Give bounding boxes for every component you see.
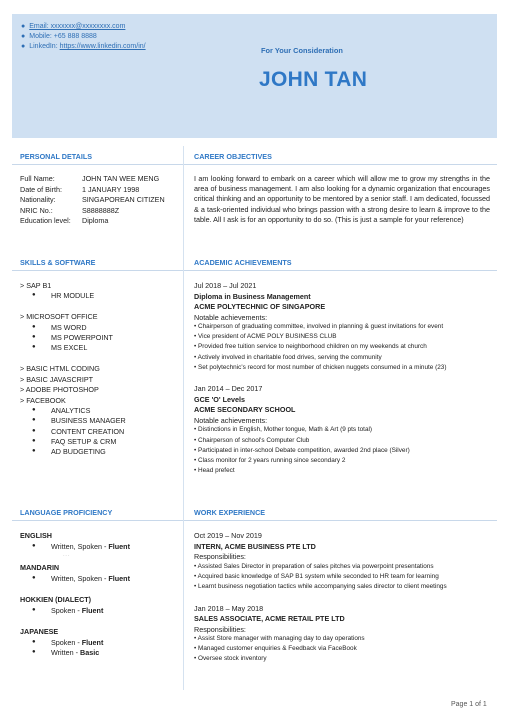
language-level bbox=[20, 574, 130, 585]
achievement-text: Actively involved in charitable food drives, serving the community bbox=[197, 353, 382, 361]
detail-label: NRIC No.: bbox=[20, 205, 53, 215]
skill-item-label: MS WORD bbox=[51, 322, 87, 332]
achievement-text: Head prefect bbox=[198, 467, 235, 475]
section-title-work: WORK EXPERIENCE bbox=[194, 508, 266, 517]
section-divider bbox=[12, 164, 497, 165]
level-text: Spoken - bbox=[51, 637, 80, 647]
academic-course: Diploma in Business Management bbox=[194, 291, 311, 301]
skill-item bbox=[20, 427, 126, 437]
list-item: • Assisted Sales Director in preparation of sales pitches via powerpoint presentations bbox=[194, 562, 434, 570]
academic-school: ACME POLYTECHNIC OF SINGAPORE bbox=[194, 302, 326, 311]
section-divider bbox=[12, 270, 497, 271]
skill-item-label: AD BUDGETING bbox=[51, 447, 106, 457]
career-objective-text: I am looking forward to embark on a career which will allow me to grow my strengths in the area of business management. I am also looking for a dynamic organization that encourages critical thinking and an opportunity to be mentored by a senior staff. I am dedicated, focussed & a task-oriented individual who brings passion with a strong desire to learn & improve to the table. All I ask is for an opportunity to do so. (This is just a sample for your reference) bbox=[194, 174, 490, 224]
detail-label: Full Name: bbox=[20, 174, 55, 183]
work-date: Oct 2019 – Nov 2019 bbox=[194, 531, 262, 540]
language-level bbox=[20, 606, 130, 617]
language-level bbox=[20, 542, 130, 553]
consideration-text: For Your Consideration bbox=[261, 46, 343, 55]
achievement-text: Set polytechnic's record for most number of chicken nuggets consumed in a minute (23) bbox=[198, 363, 447, 371]
level-text: Written - bbox=[51, 648, 79, 657]
skill-group: > FACEBOOK bbox=[20, 395, 66, 405]
skill-item bbox=[20, 323, 126, 333]
list-item: • Learnt business negotiation tactics while accompanying sales director to client meetings bbox=[194, 582, 447, 590]
responsibility-text: Assisted Sales Director in preparation of sales pitches via powerpoint presentations bbox=[197, 562, 434, 570]
list-item: • Actively involved in charitable food drives, serving the community bbox=[194, 353, 382, 361]
detail-label: Nationality: bbox=[20, 195, 56, 204]
achievements-label: Notable achievements: bbox=[194, 415, 268, 425]
bullet-icon: ● bbox=[32, 574, 36, 581]
bullet-icon: ● bbox=[32, 606, 36, 613]
language-list bbox=[20, 531, 130, 659]
list-item: • Distinctions in English, Mother tongue, Math & Art (9 pts total) bbox=[194, 426, 373, 434]
bullet-icon: ● bbox=[32, 292, 36, 299]
bullet-icon: ● bbox=[32, 542, 36, 549]
faint-mark: - - - bbox=[63, 552, 70, 557]
detail-row bbox=[20, 185, 165, 196]
linkedin-label: LinkedIn: bbox=[29, 43, 58, 51]
personal-details bbox=[20, 174, 165, 227]
mobile-text: Mobile: +65 888 8888 bbox=[29, 33, 97, 41]
skill-group: > SAP B1 bbox=[20, 281, 52, 290]
responsibilities-label: Responsibilities: bbox=[194, 552, 246, 561]
achievements-label: Notable achievements: bbox=[194, 312, 268, 322]
skill-item bbox=[20, 333, 126, 343]
academic-course: GCE 'O' Levels bbox=[194, 394, 245, 404]
work-date: Jan 2018 – May 2018 bbox=[194, 603, 264, 613]
bullet-icon: ● bbox=[32, 427, 36, 434]
achievement-text: Vice president of ACME POLY BUSINESS CLUB bbox=[198, 333, 337, 341]
bullet-icon: ● bbox=[21, 43, 26, 51]
bullet-icon: ● bbox=[32, 417, 36, 424]
responsibilities-label: Responsibilities: bbox=[194, 624, 246, 634]
academic-school: ACME SECONDARY SCHOOL bbox=[194, 405, 296, 415]
work-title: SALES ASSOCIATE, ACME RETAIL PTE LTD bbox=[194, 614, 345, 624]
bullet-icon: ● bbox=[21, 33, 26, 41]
linkedin-link[interactable]: https://www.linkedin.com/in/ bbox=[59, 43, 146, 51]
skill-group: > MICROSOFT OFFICE bbox=[20, 312, 98, 322]
page-number: Page 1 of 1 bbox=[451, 701, 487, 708]
language-name: JAPANESE bbox=[20, 627, 59, 636]
level-strength: Basic bbox=[80, 648, 100, 657]
language-name: HOKKIEN (DIALECT) bbox=[20, 595, 92, 604]
email-link[interactable]: Email: xxxxxxx@xxxxxxxx.com bbox=[29, 23, 126, 30]
detail-value: 1 JANUARY 1998 bbox=[82, 184, 140, 194]
list-item: • Oversee stock inventory bbox=[194, 655, 267, 663]
detail-row bbox=[20, 216, 165, 227]
skills-list bbox=[20, 281, 126, 458]
skill-item bbox=[20, 406, 126, 416]
level-strength: Fluent bbox=[108, 573, 130, 583]
detail-value: JOHN TAN WEE MENG bbox=[82, 174, 160, 183]
skill-item bbox=[20, 416, 126, 426]
detail-label: Education level: bbox=[20, 216, 71, 225]
detail-label: Date of Birth: bbox=[20, 184, 62, 194]
responsibility-text: Learnt business negotiation tactics while accompanying sales director to client meetings bbox=[198, 582, 447, 590]
achievement-text: Participated in inter-school Debate competition, awarded 2nd place (Silver) bbox=[198, 446, 410, 454]
bullet-icon: ● bbox=[21, 23, 26, 30]
bullet-icon: ● bbox=[32, 649, 36, 655]
skill-item-label: ANALYTICS bbox=[51, 405, 91, 415]
work-title: INTERN, ACME BUSINESS PTE LTD bbox=[194, 541, 316, 551]
skill-item bbox=[20, 291, 126, 301]
detail-row bbox=[20, 174, 165, 185]
skill-item bbox=[20, 437, 126, 447]
achievement-text: Class monitor for 2 years running since secondary 2 bbox=[198, 457, 346, 464]
skill-item-label: MS POWERPOINT bbox=[51, 333, 113, 343]
list-item: • Provided free tuition service to neighborhood children on my weekends at church bbox=[194, 343, 427, 351]
detail-row bbox=[20, 206, 165, 217]
list-item: • Acquired basic knowledge of SAP B1 system while seconded to HR team for learning bbox=[194, 572, 439, 580]
bullet-icon: ● bbox=[32, 438, 36, 445]
detail-row bbox=[20, 195, 165, 206]
section-title-career: CAREER OBJECTIVES bbox=[194, 152, 272, 161]
language-level bbox=[20, 638, 130, 649]
section-divider bbox=[12, 520, 497, 521]
contact-email[interactable] bbox=[21, 22, 146, 32]
skill-item-label: HR MODULE bbox=[51, 291, 95, 301]
detail-value: S8888888Z bbox=[82, 205, 120, 215]
academic-date: Jul 2018 – Jul 2021 bbox=[194, 281, 257, 290]
skill-item bbox=[20, 447, 126, 457]
contact-mobile bbox=[21, 32, 146, 42]
list-item: • Head prefect bbox=[194, 467, 235, 475]
work-list bbox=[194, 531, 494, 666]
achievement-text: Distinctions in English, Mother tongue, Math & Art (9 pts total) bbox=[198, 426, 373, 434]
language-level bbox=[20, 648, 130, 659]
skill-group: > BASIC HTML CODING bbox=[20, 364, 100, 374]
detail-value: Diploma bbox=[82, 216, 109, 225]
list-item: • Vice president of ACME POLY BUSINESS CLUB bbox=[194, 333, 337, 341]
bullet-icon: ● bbox=[32, 448, 36, 455]
bullet-icon: ● bbox=[32, 344, 36, 351]
skill-group: > BASIC JAVASCRIPT bbox=[20, 374, 94, 384]
level-text: Written, Spoken - bbox=[51, 541, 107, 551]
bullet-icon: ● bbox=[32, 638, 36, 645]
responsibility-text: Managed customer enquiries & Feedback via FaceBook bbox=[198, 645, 357, 653]
list-item: • Managed customer enquiries & Feedback via FaceBook bbox=[194, 645, 357, 653]
detail-value: SINGAPOREAN CITIZEN bbox=[82, 195, 165, 204]
level-text: Spoken - bbox=[51, 605, 80, 615]
responsibility-text: Oversee stock inventory bbox=[198, 655, 267, 663]
skill-item-label: FAQ SETUP & CRM bbox=[51, 437, 117, 447]
skill-item-label: BUSINESS MANAGER bbox=[51, 416, 126, 426]
bullet-icon: ● bbox=[32, 334, 36, 341]
skill-group: > ADOBE PHOTOSHOP bbox=[20, 385, 99, 395]
contact-linkedin bbox=[21, 42, 146, 52]
contact-list bbox=[21, 22, 146, 52]
level-strength: Fluent bbox=[81, 637, 104, 647]
language-name: ENGLISH bbox=[20, 531, 52, 540]
list-item: • Participated in inter-school Debate competition, awarded 2nd place (Silver) bbox=[194, 446, 410, 454]
column-divider bbox=[183, 146, 184, 690]
section-title-academic: ACADEMIC ACHIEVEMENTS bbox=[194, 258, 292, 267]
achievement-text: Provided free tuition service to neighborhood children on my weekends at church bbox=[198, 343, 427, 351]
language-name: MANDARIN bbox=[20, 563, 60, 572]
section-title-personal: PERSONAL DETAILS bbox=[20, 152, 93, 161]
level-text: Written, Spoken - bbox=[51, 573, 107, 583]
skill-item bbox=[20, 343, 126, 353]
resume-header bbox=[12, 14, 497, 138]
list-item: • Set polytechnic's record for most number of chicken nuggets consumed in a minute (23) bbox=[194, 363, 447, 371]
achievement-text: Chairperson of school's Computer Club bbox=[198, 436, 310, 444]
list-item: • Chairperson of graduating committee, involved in planning & guest invitations for event bbox=[194, 323, 444, 330]
bullet-icon: ● bbox=[32, 323, 36, 330]
skill-item-label: MS EXCEL bbox=[51, 343, 88, 353]
list-item: • Chairperson of school's Computer Club bbox=[194, 436, 310, 444]
responsibility-text: Assist Store manager with managing day to day operations bbox=[197, 635, 365, 643]
level-strength: Fluent bbox=[81, 605, 104, 615]
list-item: • Class monitor for 2 years running since secondary 2 bbox=[194, 457, 346, 464]
list-item: • Assist Store manager with managing day to day operations bbox=[194, 635, 365, 643]
section-title-language: LANGUAGE PROFICIENCY bbox=[20, 508, 113, 517]
academic-list bbox=[194, 281, 494, 477]
section-title-skills: SKILLS & SOFTWARE bbox=[20, 258, 96, 267]
achievement-text: Chairperson of graduating committee, involved in planning & guest invitations for event bbox=[198, 323, 444, 330]
bullet-icon: ● bbox=[32, 406, 36, 413]
academic-date: Jan 2014 – Dec 2017 bbox=[194, 384, 263, 394]
level-strength: Fluent bbox=[108, 541, 130, 551]
skill-item-label: CONTENT CREATION bbox=[51, 426, 125, 436]
candidate-name: JOHN TAN bbox=[259, 68, 368, 91]
responsibility-text: Acquired basic knowledge of SAP B1 system while seconded to HR team for learning bbox=[197, 572, 439, 580]
